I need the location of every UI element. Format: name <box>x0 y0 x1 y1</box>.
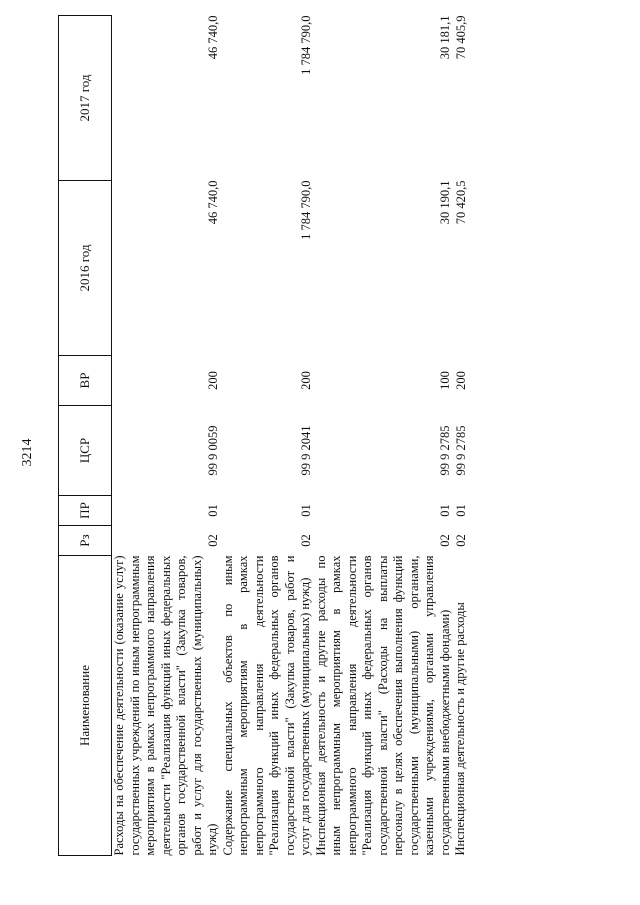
row-rz: 02 <box>453 534 468 547</box>
row-pr: 01 <box>205 504 220 517</box>
row-csr: 99 9 2785 <box>438 425 452 476</box>
budget-table <box>58 15 469 856</box>
table-row <box>112 16 221 856</box>
row-2017: 1 784 790,0 <box>298 15 313 75</box>
row-2016: 70 420,5 <box>453 180 468 225</box>
header-2017: 2017 год <box>59 16 112 181</box>
row-rz: 02 <box>298 534 313 547</box>
header-vr: ВР <box>59 356 112 406</box>
row-vr: 100 <box>438 371 452 390</box>
header-pr: ПР <box>59 496 112 526</box>
header-name: Наименование <box>59 556 112 856</box>
row-2016: 30 190,1 <box>438 180 452 225</box>
row-2017: 30 181,1 <box>438 15 452 60</box>
row-pr: 01 <box>438 504 452 517</box>
table-row <box>453 16 469 856</box>
header-rz: Рз <box>59 526 112 556</box>
table-row <box>314 16 454 856</box>
page-number: 3214 <box>20 438 35 467</box>
row-rz: 02 <box>438 534 452 547</box>
row-vr: 200 <box>453 371 468 390</box>
row-pr: 01 <box>298 504 313 517</box>
row-csr: 99 9 0059 <box>205 425 220 476</box>
header-csr: ЦСР <box>59 406 112 496</box>
row-name: Инспекционная деятельность и другие расходы по иным непрограммным мероприятиям в рамках непрограммного направления деятельности "Реализация функций иных федеральных органов государственной власти" (Расходы на выплаты персоналу в целях обеспечения выполнения функций государственными (муниципальными) органами, казенными учреждениями, органами управления государственными внебюджетными фондами) <box>313 555 452 856</box>
row-2017: 46 740,0 <box>205 15 220 60</box>
row-2016: 1 784 790,0 <box>298 180 313 240</box>
row-rz: 02 <box>205 534 220 547</box>
row-csr: 99 9 2785 <box>453 425 468 476</box>
table-row <box>221 16 314 856</box>
row-name: Расходы на обеспечение деятельности (оказание услуг) государственных учреждений по иным непрограммным мероприятиям в рамках непрограммного направления деятельности "Реализация функций иных федеральных органов государственной власти" (Закупка товаров, работ и услуг для государственных (муниципальных) нужд) <box>112 555 219 856</box>
header-2016: 2016 год <box>59 181 112 356</box>
row-2017: 70 405,9 <box>453 15 468 60</box>
row-2016: 46 740,0 <box>205 180 220 225</box>
row-pr: 01 <box>453 504 468 517</box>
row-name: Содержание специальных объектов по иным непрограммным мероприятиям в рамках непрограммного направления деятельности "Реализация функций иных федеральных органов государственной власти" (Закупка товаров, работ и услуг для государственных (муниципальных) нужд) <box>220 555 312 856</box>
row-name: Инспекционная деятельность и другие расходы <box>453 602 467 856</box>
row-vr: 200 <box>298 371 313 390</box>
row-csr: 99 9 2041 <box>298 425 313 476</box>
row-vr: 200 <box>205 371 220 390</box>
table-header-row <box>59 16 112 856</box>
